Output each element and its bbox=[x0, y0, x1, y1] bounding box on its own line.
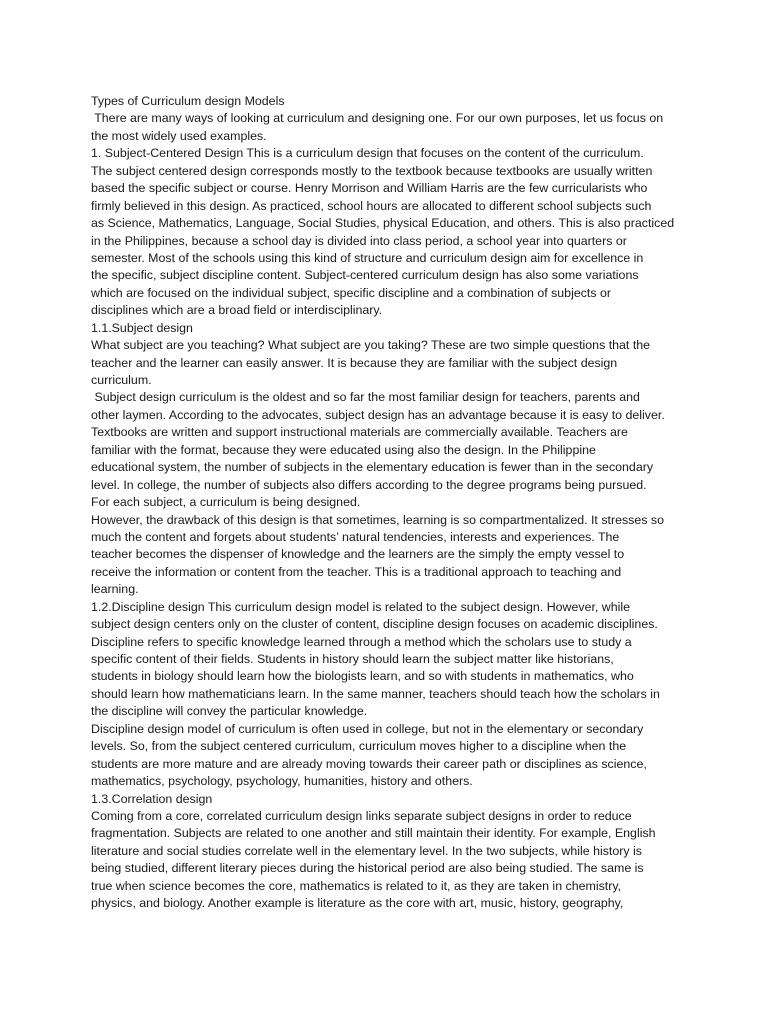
text-line: literature and social studies correlate well in the elementary level. In the two subjects, while history is bbox=[91, 843, 642, 858]
section-heading-discipline-design: 1.2.Discipline design This curriculum design model is related to the subject design. However, while bbox=[91, 599, 631, 614]
text-line: in the Philippines, because a school day is divided into class period, a school year into quarters or bbox=[91, 233, 627, 248]
text-line: For each subject, a curriculum is being designed. bbox=[91, 495, 361, 510]
text-line: The subject centered design corresponds mostly to the textbook because textbooks are usually written bbox=[91, 163, 653, 178]
text-line: fragmentation. Subjects are related to one another and still maintain their identity. For example, English bbox=[91, 826, 656, 841]
text-line: the most widely used examples. bbox=[91, 128, 267, 143]
text-line: receive the information or content from the teacher. This is a traditional approach to teaching and bbox=[91, 564, 622, 579]
section-heading-subject-design: 1.1.Subject design bbox=[91, 320, 193, 335]
text-line: level. In college, the number of subjects also differs according to the degree programs being pursued. bbox=[91, 477, 647, 492]
text-line: students in biology should learn how the biologists learn, and so with students in mathematics, who bbox=[91, 669, 634, 684]
text-line: Subject design curriculum is the oldest and so far the most familiar design for teachers, parents and bbox=[91, 390, 640, 405]
text-line: familiar with the format, because they were educated using also the design. In the Philippine bbox=[91, 442, 596, 457]
text-line: students are more mature and are already moving towards their career path or disciplines as science, bbox=[91, 756, 647, 771]
text-line: semester. Most of the schools using this kind of structure and curriculum design aim for excellence in bbox=[91, 250, 644, 265]
text-line: learning. bbox=[91, 582, 139, 597]
text-line: firmly believed in this design. As practiced, school hours are allocated to different school subjects such bbox=[91, 198, 652, 213]
document-body bbox=[91, 93, 691, 913]
text-line: educational system, the number of subjects in the elementary education is fewer than in the secondary bbox=[91, 460, 654, 475]
text-line: true when science becomes the core, mathematics is related to it, as they are taken in chemistry, bbox=[91, 878, 622, 893]
text-line: curriculum. bbox=[91, 373, 152, 387]
text-line: Textbooks are written and support instructional materials are commercially available. Teachers are bbox=[91, 425, 628, 440]
text-line: the specific, subject discipline content. Subject-centered curriculum design has also some variations bbox=[91, 268, 639, 283]
text-line: subject design centers only on the cluster of content, discipline design focuses on academic disciplines. bbox=[91, 617, 658, 632]
text-line: as Science, Mathematics, Language, Social Studies, physical Education, and others. This is also practiced bbox=[91, 216, 675, 231]
text-line: 1. Subject-Centered Design This is a curriculum design that focuses on the content of the curriculum. bbox=[91, 146, 644, 161]
text-line: other laymen. According to the advocates, subject design has an advantage because it is easy to deliver. bbox=[91, 407, 665, 422]
text-line: teacher and the learner can easily answer. It is because they are familiar with the subject design bbox=[91, 355, 618, 370]
text-line: physics, and biology. Another example is literature as the core with art, music, history, geography, bbox=[91, 896, 624, 911]
document-title: Types of Curriculum design Models bbox=[91, 94, 285, 108]
text-line: However, the drawback of this design is that sometimes, learning is so compartmentalized. It stresses so bbox=[91, 512, 664, 527]
text-line: specific content of their fields. Students in history should learn the subject matter like historians, bbox=[91, 652, 614, 666]
text-line: Discipline design model of curriculum is often used in college, but not in the elementary or secondary bbox=[91, 721, 644, 736]
text-line: Discipline refers to specific knowledge learned through a method which the scholars use to study a bbox=[91, 634, 632, 649]
text-line: disciplines which are a broad field or interdisciplinary. bbox=[91, 303, 383, 318]
text-line: levels. So, from the subject centered curriculum, curriculum moves higher to a discipline when the bbox=[91, 739, 627, 754]
text-line: mathematics, psychology, psychology, humanities, history and others. bbox=[91, 774, 473, 789]
text-line: which are focused on the individual subject, specific discipline and a combination of subjects or bbox=[91, 285, 612, 300]
text-line: Coming from a core, correlated curriculum design links separate subject designs in order to reduce bbox=[91, 808, 632, 823]
text-line: much the content and forgets about students’ natural tendencies, interests and experiences. The bbox=[91, 529, 620, 544]
text-line: should learn how mathematicians learn. In the same manner, teachers should teach how the scholars in bbox=[91, 686, 660, 701]
text-line: being studied, different literary pieces during the historical period are also being studied. The same is bbox=[91, 861, 644, 876]
text-line: What subject are you teaching? What subject are you taking? These are two simple questions that the bbox=[91, 338, 651, 353]
section-heading-correlation-design: 1.3.Correlation design bbox=[91, 791, 213, 806]
text-line: teacher becomes the dispenser of knowledge and the learners are the simply the empty vessel to bbox=[91, 547, 625, 562]
text-line: based the specific subject or course. Henry Morrison and William Harris are the few curricularists who bbox=[91, 181, 648, 196]
text-line: There are many ways of looking at curriculum and designing one. For our own purposes, let us focus on bbox=[91, 111, 664, 126]
text-line: the discipline will convey the particular knowledge. bbox=[91, 704, 368, 719]
